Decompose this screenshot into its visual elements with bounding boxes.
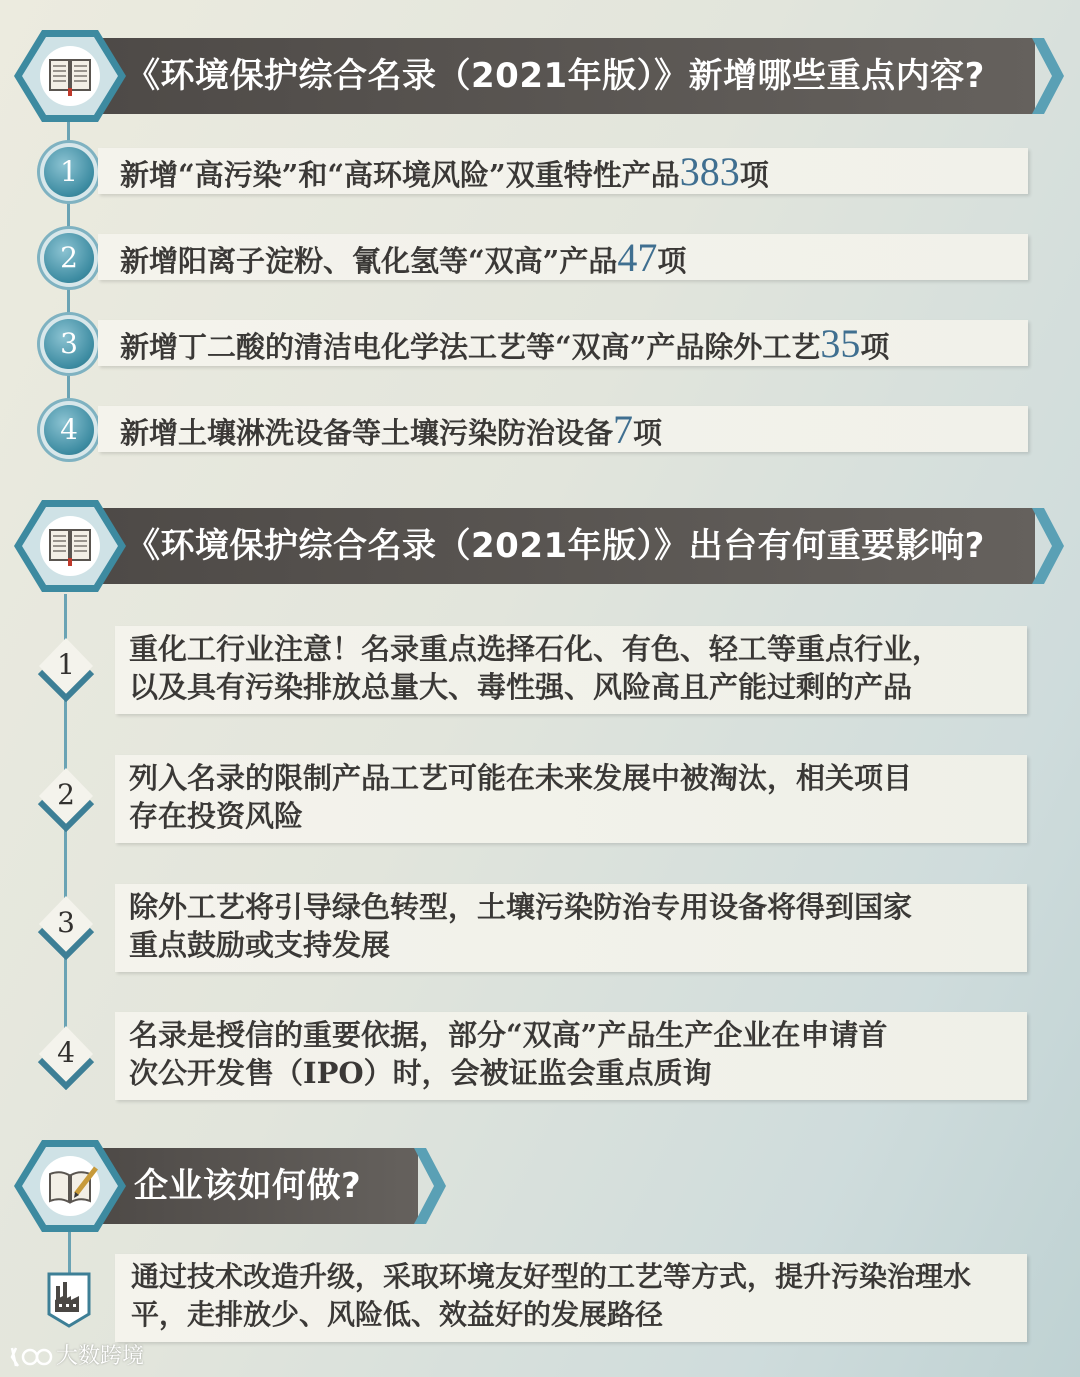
- item-number: 2: [57, 778, 75, 811]
- item-number: 1: [44, 147, 94, 197]
- section-title: 《环境保护综合名录（2021年版）》新增哪些重点内容?: [126, 56, 985, 96]
- item-count: 383: [679, 149, 740, 194]
- section-title: 企业该如何做?: [134, 1166, 362, 1206]
- item-number: 4: [44, 405, 94, 455]
- item-count: 7: [613, 407, 634, 452]
- item-text: 列入名录的限制产品工艺可能在未来发展中被淘汰，相关项目 存在投资风险: [129, 761, 913, 833]
- item-bar: [115, 755, 1027, 843]
- book-icon: [12, 28, 128, 124]
- factory-icon: [46, 1272, 92, 1328]
- item-text: 新增“高污染”和“高环境风险”双重特性产品383项: [120, 149, 769, 194]
- section-header-bar: [100, 38, 1035, 114]
- section-title: 《环境保护综合名录（2021年版）》出台有何重要影响?: [126, 526, 985, 566]
- item-bar: [98, 234, 1028, 280]
- book-icon: [12, 498, 128, 594]
- item-count: 35: [820, 321, 861, 366]
- chevron-right-icon: [1030, 508, 1066, 584]
- item-text: 重化工行业注意！名录重点选择石化、有色、轻工等重点行业， 以及具有污染排放总量大、毒性强、风险高且产能过剩的产品: [129, 632, 942, 704]
- item-text: 新增阳离子淀粉、氰化氢等“双高”产品47项: [120, 235, 687, 280]
- item-number: 3: [57, 906, 75, 939]
- item-bar: [115, 1012, 1027, 1100]
- item-text: 除外工艺将引导绿色转型，土壤污染防治专用设备将得到国家 重点鼓励或支持发展: [129, 890, 913, 962]
- item-text: 新增丁二酸的清洁电化学法工艺等“双高”产品除外工艺35项: [120, 321, 890, 366]
- item-count: 47: [617, 235, 658, 280]
- item-bar: [98, 320, 1028, 366]
- item-text: 名录是授信的重要依据，部分“双高”产品生产企业在申请首 次公开发售（IPO）时，会被证监会重点质询: [129, 1018, 888, 1090]
- chevron-right-icon: [412, 1148, 448, 1224]
- section-header-bar: [100, 1148, 418, 1224]
- item-bar: [115, 1254, 1027, 1342]
- item-number: 2: [44, 233, 94, 283]
- item-text: 新增土壤淋洗设备等土壤污染防治设备7项: [120, 407, 663, 452]
- section-header-bar: [100, 508, 1035, 584]
- item-bar: [115, 626, 1027, 714]
- watermark-text: 大数跨境: [56, 1344, 145, 1369]
- notebook-pencil-icon: [12, 1138, 128, 1234]
- item-bar: [98, 148, 1028, 194]
- item-number: 4: [57, 1036, 75, 1069]
- item-number: 1: [57, 648, 75, 681]
- item-number: 3: [44, 319, 94, 369]
- item-bar: [98, 406, 1028, 452]
- item-bar: [115, 884, 1027, 972]
- chevron-right-icon: [1030, 38, 1066, 114]
- logo-icon: [8, 1344, 54, 1370]
- item-text: 通过技术改造升级，采取环境友好型的工艺等方式，提升污染治理水 平，走排放少、风险低、效益好的发展路径: [131, 1260, 972, 1331]
